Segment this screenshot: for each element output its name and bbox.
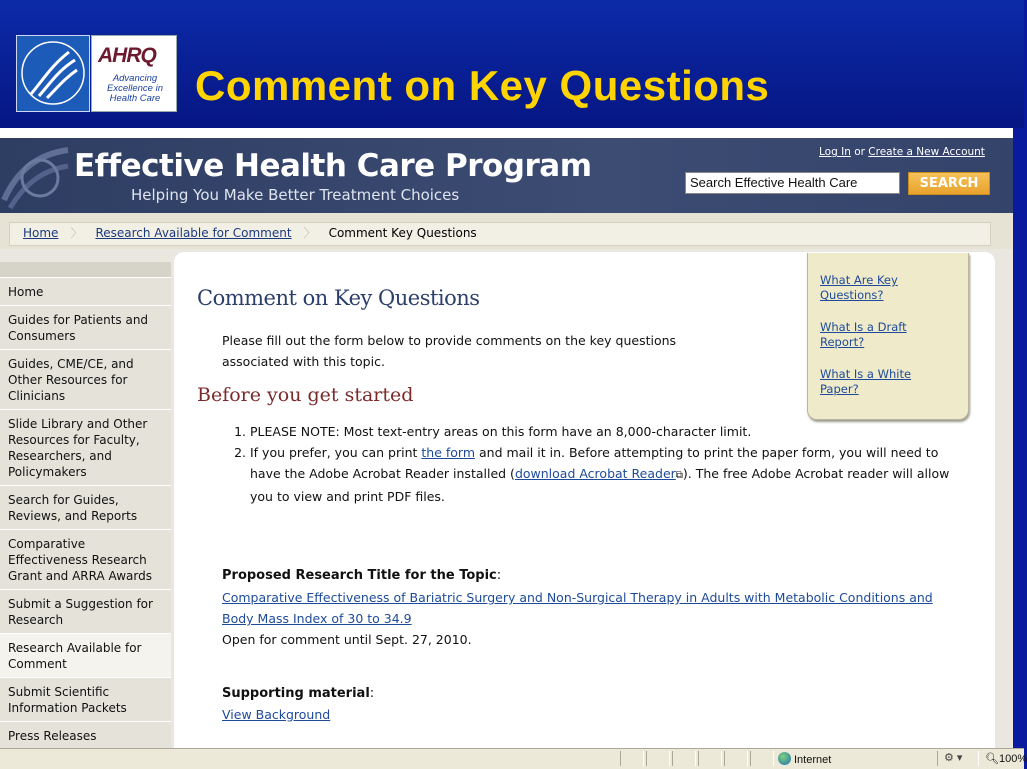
open-for-comment: Open for comment until Sept. 27, 2010. xyxy=(222,632,472,647)
create-account-link[interactable]: Create a New Account xyxy=(868,146,985,158)
search-input[interactable]: Search Effective Health Care xyxy=(685,172,900,194)
download-acrobat-link[interactable]: download Acrobat Reader xyxy=(514,466,676,481)
program-name: Effective Health Care Program xyxy=(74,148,592,184)
nav-item-suggestion[interactable]: Submit a Suggestion for Research xyxy=(0,590,171,634)
browser-status-bar xyxy=(0,748,1027,769)
before-heading: Before you get started xyxy=(197,384,414,406)
program-tagline: Helping You Make Better Treatment Choices xyxy=(131,186,460,204)
note-1: 1. PLEASE NOTE: Most text-entry areas on this form have an 8,000-character limit. xyxy=(250,421,755,442)
breadcrumb-home[interactable]: Home xyxy=(23,226,59,240)
notes-list xyxy=(222,421,950,507)
help-box xyxy=(807,253,969,420)
hhs-logo xyxy=(16,35,90,112)
nav-item-search-guides[interactable]: Search for Guides, Reviews, and Reports xyxy=(0,486,171,530)
ahrq-logo xyxy=(91,35,177,112)
note-2: 2. If you prefer, you can print the form and mail it in. Before attempting to print the paper form, you will need to have the Adobe Acrobat Reader installed (download Acrobat Reader⧉). The free Adobe Acrobat reader will allow you to view and print PDF files. xyxy=(250,442,950,507)
protected-mode-icon[interactable]: ⚙ ▾ xyxy=(944,752,963,764)
nav-item-research-comment[interactable]: Research Available for Comment xyxy=(0,634,171,678)
help-link-white-paper[interactable]: What Is a White Paper? xyxy=(820,367,912,396)
intro-text: Please fill out the form below to provide comments on the key questions associated with this topic. xyxy=(222,333,677,369)
account-links xyxy=(819,146,985,158)
nav-item-scientific-packets[interactable]: Submit Scientific Information Packets xyxy=(0,678,171,722)
nav-item-press-releases[interactable]: Press Releases xyxy=(0,722,171,750)
ahrq-mark: AHRQ xyxy=(98,44,156,67)
globe-icon xyxy=(778,752,791,765)
slide-header xyxy=(0,0,1024,128)
proposed-title-label: Proposed Research Title for the Topic: xyxy=(222,568,502,583)
breadcrumb-separator-icon: 〉 xyxy=(303,226,316,240)
breadcrumb-bar xyxy=(0,213,1013,249)
supporting-body xyxy=(222,704,962,725)
nav-item-slide-library[interactable]: Slide Library and Other Resources for Faculty, Researchers, and Policymakers xyxy=(0,410,171,486)
swirl-logo-icon xyxy=(0,138,70,213)
utility-bar xyxy=(0,128,1013,138)
nav-item-home[interactable]: Home xyxy=(0,278,171,306)
nav-item-grants[interactable]: Comparative Effectiveness Research Grant and ARRA Awards xyxy=(0,530,171,590)
left-nav xyxy=(0,262,171,750)
breadcrumb-separator-icon: 〉 xyxy=(70,226,83,240)
zoom-level[interactable]: 🔍︎100% xyxy=(985,753,1027,765)
site-banner xyxy=(0,138,1013,213)
external-link-icon: ⧉ xyxy=(675,470,683,481)
proposed-body xyxy=(222,587,962,650)
supporting-label: Supporting material: xyxy=(222,686,375,701)
research-title-link[interactable]: Comparative Effectiveness of Bariatric Surgery and Non-Surgical Therapy in Adults with Metabolic Conditions and Body Mass Index of 30 to 34.9 xyxy=(222,590,933,626)
account-or: or xyxy=(854,146,865,158)
breadcrumb-research[interactable]: Research Available for Comment xyxy=(95,226,292,240)
breadcrumb xyxy=(9,222,991,246)
slide-title: Comment on Key Questions xyxy=(195,62,770,109)
security-zone: Internet xyxy=(778,752,831,766)
nav-item-patients[interactable]: Guides for Patients and Consumers xyxy=(0,306,171,350)
login-link[interactable]: Log In xyxy=(819,146,851,158)
page-title: Comment on Key Questions xyxy=(197,286,480,310)
help-link-key-questions[interactable]: What Are Key Questions? xyxy=(820,273,898,302)
website xyxy=(0,128,1013,748)
help-link-draft-report[interactable]: What Is a Draft Report? xyxy=(820,320,907,349)
ahrq-tagline: Advancing Excellence in Health Care xyxy=(107,73,163,104)
nav-item-clinicians[interactable]: Guides, CME/CE, and Other Resources for Clinicians xyxy=(0,350,171,410)
search-button[interactable]: SEARCH xyxy=(908,172,990,195)
breadcrumb-current: Comment Key Questions xyxy=(328,226,477,240)
print-form-link[interactable]: the form xyxy=(421,445,476,460)
view-background-link[interactable]: View Background xyxy=(222,707,331,722)
